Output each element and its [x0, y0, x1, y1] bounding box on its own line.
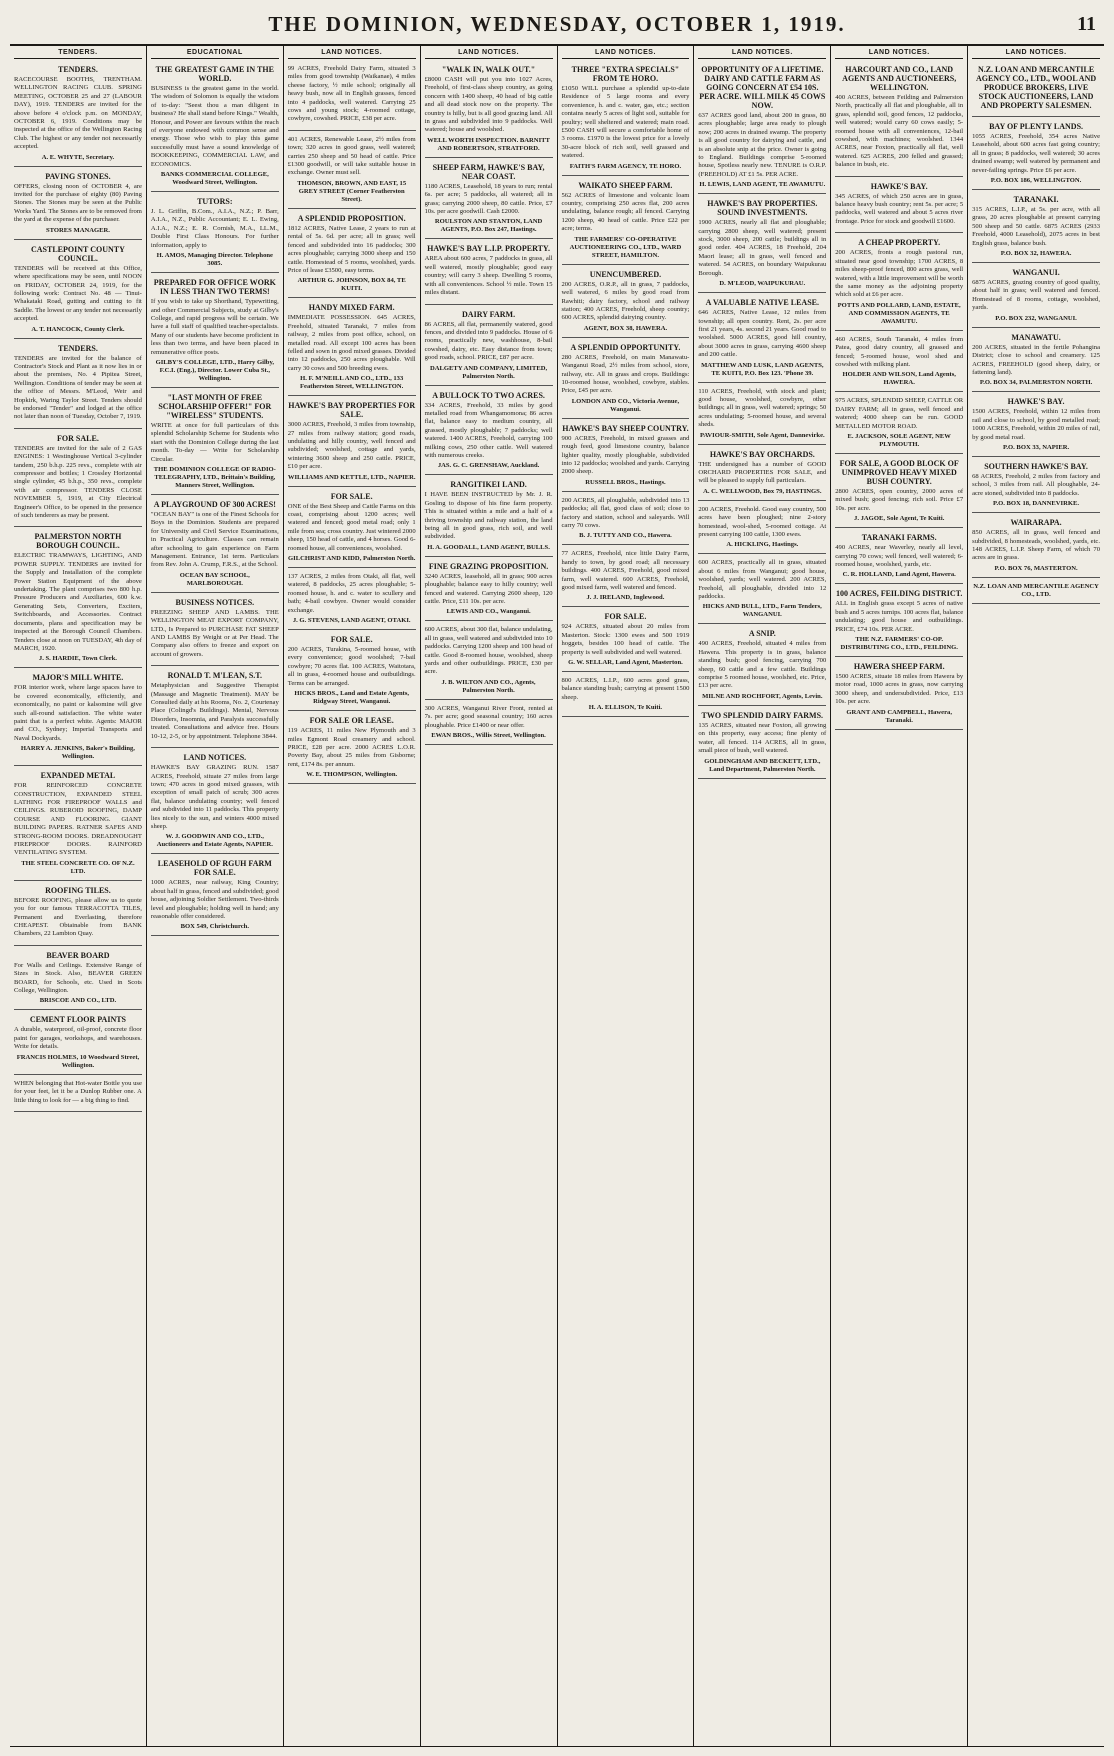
ad-body: 490 ACRES, near Waverley, nearly all level, carrying 70 cows; well fenced, well watered; 6-roomed house, woolshed, yards, etc. — [835, 544, 964, 568]
ad-signature: WELL WORTH INSPECTION. BARNITT AND ROBERTSON, STRATFORD. — [427, 136, 550, 152]
ad-signature: D. M'LEOD, WAIPUKURAU. — [719, 280, 806, 288]
ad-title: "LAST MONTH OF FREE SCHOLARSHIP OFFER!" FOR "WIRELESS" STUDENTS. — [158, 392, 272, 420]
ad-body: 900 ACRES, Freehold, in mixed grasses and rough feed, good limestone country, balance lighter quality, mostly ploughable, subdivided into 12 paddocks; woolshed and yards. Carrying 2000 sheep. — [561, 434, 690, 476]
ad-signature: P.O. BOX 232, WANGANUI. — [995, 314, 1077, 322]
ad-body: WHEN belonging that Hot-water Bottle you use for your feet, let it be a Dunlop Rubber one. A little thing to look for — a big thing to find. — [14, 1079, 142, 1104]
ad-signature: H. A. GOODALL, LAND AGENT, BULLS. — [427, 543, 550, 551]
advertisement — [425, 160, 553, 240]
advertisement — [698, 385, 826, 445]
ad-title: HAWKE'S BAY PROPERTIES. SOUND INVESTMENTS. — [707, 199, 818, 218]
ad-signature: H. A. ELLISON, Te Kuiti. — [588, 704, 663, 712]
ad-signature: W. E. THOMPSON, Wellington. — [306, 771, 398, 779]
advertisement — [151, 668, 279, 748]
ad-signature: P.O. BOX 186, WELLINGTON. — [990, 177, 1082, 185]
advertisement — [562, 340, 690, 419]
column-5 — [558, 46, 695, 1746]
ad-signature: G. W. SELLAR, Land Agent, Masterton. — [568, 659, 683, 667]
ad-body: 200 ACRES, Freehold. Good easy country, 500 acres have been ploughed; nine 2-story homestead, wool-shed, 5-roomed cottage. At present carrying 100 cattle, 1300 ewes. — [698, 505, 827, 538]
ad-signature: GOLDINGHAM AND BECKETT, LTD., Land Department, Palmerston North. — [704, 757, 821, 773]
ad-signature: A. HICKLING, Hastings. — [726, 541, 799, 549]
ad-title: WANGANUI. — [1012, 268, 1060, 278]
ad-body: 1500 ACRES, Freehold, within 12 miles from rail and close to school, by good metalled road; 1000 ACRES, Freehold, within 20 miles of rail, by good metal road. — [972, 408, 1100, 441]
advertisement — [562, 609, 690, 672]
ad-title: FOR SALE OR LEASE. — [309, 716, 394, 726]
advertisement — [698, 556, 826, 624]
ad-signature: H. LEWIS, LAND AGENT, TE AWAMUTU. — [699, 181, 826, 189]
ad-body: 77 ACRES, Freehold, nice little Dairy Farm, handy to town, by good road; all necessary buildings. 400 ACRES, Freehold, good mixed farm, well watered. 600 ACRES, Freehold, good mixed farm, well watered and fenced. — [561, 550, 690, 592]
advertisement — [562, 674, 690, 717]
ad-title: HAWKE'S BAY PROPERTIES FOR SALE. — [288, 401, 416, 420]
ad-body: "OCEAN BAY" is one of the Finest Schools for Boys in the Dominion. Students are prepared for University and Civil Service Examinations, in Practical Agriculture. Classes can remain after schooling to gain experience on Farm Management. Entrance, 1st term. Particulars from Rev. John A. Crump, F.R.S., at the School. — [150, 510, 279, 569]
advertisement — [288, 713, 416, 784]
ad-body: £8000 CASH will put you into 1027 Acres, Freehold, of first-class sheep country, as going concern with 1400 sheep, 40 head of big cattle and all dead stock now on the property. The country is hilly, but is all good grazing land. All in grass and subdivided into 9 paddocks. Well watered; house and woolshed. — [424, 76, 553, 134]
ad-signature: A. E. WHYTE, Secretary. — [41, 153, 115, 161]
ad-body: TENDERS are invited for the balance of Contractor's Stock and Plant as it now lies in or about the premises, No. 4 Pipitea Street, Wellington. Conditions of tender may be seen at the office of Messrs. M'Leod, Weir and Hopkirk, Waring Taylor Street. Tenders should be endorsed "Tender" and lodged at the office not later than noon of Tuesday, October 7, 1919. — [14, 354, 142, 421]
advertisement — [698, 503, 826, 555]
ad-body: OFFERS, closing noon of OCTOBER 4, are invited for the purchase of eighty (80) Paving Stones. The Stones may be seen at the Public Works Yard. The Stones are to be removed from the yard at the expense of the purchaser. — [14, 182, 142, 224]
column-3 — [284, 46, 421, 1746]
ad-body: BUSINESS is the greatest game in the world. The wisdom of Solomon is equally the wisdom of to-day: "Seest thou a man diligent in business? He shall stand before Kings." Wealth, Honour, and Power are favours within the reach of everyone endowed with common sense and energy. Those who wish to play this game successfully must have a sound knowledge of BOOKKEEPING, COMMERCIAL LAW, and ECONOMICS. — [150, 85, 279, 168]
advertisement — [14, 670, 142, 766]
ad-title: CASTLEPOINT COUNTY COUNCIL. — [31, 244, 125, 263]
ad-signature: HARRY A. JENKINS, Baker's Building, Wellington. — [20, 745, 135, 761]
ad-body: IMMEDIATE POSSESSION. 645 ACRES, Freehold, situated Taranaki, 7 miles from railway, 2 miles from post office, school, on metalled road. All except 100 acres has been felled and sown in good mixed grasses. Divided into 12 paddocks, 250 acres ploughable. Will carry 30 cows and 500 breeding ewes. — [287, 314, 416, 372]
ad-signature: P.O. BOX 33, NAPIER. — [1002, 443, 1070, 451]
ad-title: A PLAYGROUND OF 300 ACRES! — [153, 499, 276, 509]
column-4 — [421, 46, 558, 1746]
ad-title: TARANAKI FARMS. — [861, 533, 937, 543]
ad-title: TWO SPLENDID DAIRY FARMS. — [701, 710, 824, 720]
ad-signature: STORES MANAGER. — [45, 226, 110, 234]
ad-body: 924 ACRES, situated about 20 miles from Masterton. Stock: 1300 ewes and 500 1919 hoggets, besides 100 head of cattle. The property is well subdivided and well watered. — [561, 623, 690, 656]
advertisement — [698, 196, 826, 293]
ad-body: RACECOURSE BOOTHS, TRENTHAM. WELLINGTON RACING CLUB. SPRING MEETING, OCTOBER 25 and 27 (LABOUR DAY), 1919. TENDERS are invited for the above before 4 o'clock p.m. on MONDAY, OCTOBER 6, 1919. Conditions may be inspected at the office of the Wellington Racing Club. The highest or any tender not necessarily accepted. — [14, 76, 142, 151]
ad-body: 200 ACRES, fronts a rough pastoral run, situated near good township; 1700 ACRES, 8 miles sheep-proof fenced, 800 acres grass, well watered, with a little improvement will be worth the same money as the adjoining property which sold at £6 per acre. — [835, 249, 964, 299]
ad-body: TENDERS will be received at this Office, where specifications may be seen, until NOON on FRIDAY, OCTOBER 24, 1919, for the following work: Contract No. 48 — Tinui-Whakataki Road, gutting and cutting to fit Saddle. The lowest or any tender not necessarily accepted. — [14, 264, 142, 323]
advertisement — [288, 211, 416, 298]
ad-title: PREPARED FOR OFFICE WORK IN LESS THAN TWO TERMS! — [153, 278, 276, 297]
ad-title: LAND NOTICES. — [183, 753, 247, 763]
advertisement — [288, 398, 416, 486]
ad-title: "WALK IN, WALK OUT." — [441, 65, 536, 74]
ad-signature: OCEAN BAY SCHOOL, MARLBOROUGH. — [179, 571, 250, 587]
ad-title: SOUTHERN HAWKE'S BAY. — [984, 461, 1088, 471]
advertisement — [14, 242, 142, 339]
ad-title: WAIRARAPA. — [1010, 518, 1062, 528]
ad-title: HANDY MIXED FARM. — [308, 303, 395, 313]
ad-body: 200 ACRES, Turakina, 5-roomed house, with every convenience; good woolshed; 7-bail cowbyre; 70 acres flat. 100 ACRES, Waitotara, all in grass, 4-roomed house and outbuildings. Terms can be arranged. — [287, 646, 416, 687]
advertisement — [835, 586, 963, 657]
advertisement — [972, 515, 1100, 578]
ad-signature: A. C. WELLWOOD, Box 79, HASTINGS. — [703, 487, 822, 495]
ad-body: 1000 ACRES, near railway, King Country; about half in grass, fenced and subdivided; good house, adjoining Soldier Settlement. Two-thirds level and ploughable; holding well in hand; any reasonable offer considered. — [150, 879, 279, 920]
ad-signature: PAVIOUR-SMITH, Sole Agent, Dannevirke. — [699, 431, 825, 439]
ad-title: RANGITIKEI LAND. — [450, 480, 527, 490]
ad-signature: THE N.Z. FARMERS' CO-OP. DISTRIBUTING CO., LTD., FEILDING. — [840, 636, 958, 652]
advertisement — [425, 307, 553, 386]
ad-title: MAJOR'S MILL WHITE. — [32, 673, 124, 683]
ad-body: 200 ACRES, all ploughable, subdivided into 13 paddocks; all flat, good class of soil; close to factory and station, school and saleyards. Will carry 70 cows. — [561, 496, 690, 529]
ad-body: 137 ACRES, 2 miles from Otaki, all flat, well watered, 8 paddocks, 25 acres ploughable; 5-roomed house, h. and c. water to scullery and bath; 4-bail cowbyre. Owner would consider exchange. — [287, 573, 416, 614]
advertisement — [14, 431, 142, 528]
ad-body: 1055 ACRES, Freehold, 354 acres Native Leasehold, about 600 acres fast going country; all in grass; 8 paddocks, well watered; 30 acres drained swamp; well watered by permanent and never-failing springs. Price £6 per acre. — [972, 133, 1100, 174]
ad-signature: DALGETY AND COMPANY, LIMITED, Palmerston North. — [429, 364, 548, 380]
ad-title: EXPANDED METAL — [40, 771, 116, 781]
ad-title: HAWERA SHEEP FARM. — [853, 662, 945, 672]
ad-body: 1812 ACRES, Native Lease, 2 years to run at rental of 5s. 6d. per acre; all in grass; well fenced and subdivided into 16 paddocks; 300 acres ploughable; carrying 3000 sheep and 150 cattle. Homestead of 5 rooms, woolshed, yards. Price of lease £3500, easy terms. — [287, 224, 416, 274]
ad-title: FOR SALE. — [604, 612, 647, 622]
ad-signature: FAITH'S FARM AGENCY, TE HORO. — [569, 162, 682, 170]
ad-signature: J. JAGOE, Sole Agent, Te Kuiti. — [854, 515, 945, 523]
advertisement — [562, 267, 690, 338]
column-8 — [968, 46, 1104, 1746]
advertisement — [14, 62, 142, 167]
ad-body: THE undersigned has a number of GOOD ORCHARD PROPERTIES FOR SALE, and will be pleased to supply full particulars. — [698, 460, 827, 485]
advertisement — [562, 421, 690, 492]
advertisement — [288, 62, 416, 131]
ad-title: FOR SALE, A GOOD BLOCK OF UNIMPROVED HEAVY MIXED BUSH COUNTRY. — [839, 458, 959, 486]
advertisement — [835, 456, 963, 528]
ad-signature: H. AMOS, Managing Director. Telephone 3085. — [156, 252, 273, 268]
ad-body: 200 ACRES, O.R.P., all in grass, 7 paddocks, well watered, 6 miles by good road from Rawhiti; dairy factory, school and railway station; 400 ACRES, Freehold, sheep country; 600 ACRES, splendid dairying country. — [561, 280, 690, 322]
ad-signature: ROULSTON AND STANTON, LAND AGENTS, P.O. Box 247, Hastings. — [434, 218, 543, 234]
advertisement — [562, 178, 690, 265]
advertisement — [972, 62, 1100, 117]
ad-signature: P.O. BOX 32, HAWERA. — [1000, 250, 1072, 258]
advertisement — [14, 529, 142, 668]
ad-body: 3000 ACRES, Freehold, 3 miles from township, 27 miles from railway station; good roads, undulating and hilly country, well fenced and subdivided; woolshed, cottage and yards, wintering 3600 sheep and 250 cattle. PRICE, £10 per acre. — [287, 421, 416, 471]
masthead — [10, 4, 1104, 46]
advertisement — [972, 192, 1100, 263]
ad-title: WAIKATO SHEEP FARM. — [578, 180, 673, 190]
ad-title: CEMENT FLOOR PAINTS — [29, 1015, 127, 1025]
ad-body: 1180 ACRES, Leasehold, 18 years to run; rental 6s. per acre; 5 paddocks, all watered; all in grass; carrying 2000 sheep, 80 cattle. Price, £7 10s. per acre goodwill. Cash £2000. — [424, 182, 553, 216]
ad-body: 400 ACRES, between Feilding and Palmerston North, practically all flat and ploughable, all in grass, splendid soil, good fences, 12 paddocks, well watered; would carry 60 cows easily; 5-roomed house with all conveniences, 12-bail cowshed, with machines; woolshed. 1344 ACRES, near Foxton, practically all flat, well watered. 625 ACRES, 200 felled and grassed; balance in bush, etc. — [835, 94, 964, 169]
ad-title: FINE GRAZING PROPOSITION. — [428, 561, 549, 571]
ad-body: 2800 ACRES, open country, 2000 acres of mixed bush; good fencing; rich soil. Price £7 10s. per acre. — [835, 487, 964, 512]
ad-body: AREA about 600 acres, 7 paddocks in grass, all well watered, mostly ploughable; good easy country; will carry 3 sheep. Dwelling 5 rooms, with all conveniences. School ½ mile. Town 15 miles distant. — [424, 255, 553, 297]
ad-body: 800 ACRES, L.I.P., 600 acres good grass, balance standing bush; carrying at present 1500 sheep. — [561, 677, 690, 701]
advertisement — [835, 394, 963, 454]
ad-body: FREEZING SHEEP AND LAMBS. THE WELLINGTON MEAT EXPORT COMPANY, LTD., Is Prepared to PURCHASE FAT SHEEP AND LAMBS By Weight or at Per Head. The Company also offers to freeze and export on account of growers. — [150, 608, 279, 658]
advertisement — [835, 333, 963, 393]
ad-body: 345 ACRES, of which 250 acres are in grass, balance heavy bush country; rent 5s. per acre; 5 paddocks, well watered and about 5 acres river frontage. Price for stock and goodwill £1600. — [835, 192, 964, 225]
ad-signature: N.Z. LOAN AND MERCANTILE AGENCY CO., LTD. — [973, 582, 1099, 598]
ad-body: For Walls and Ceilings. Extensive Range of Sizes in Stock. Also, BEAVER GREEN BOARD, for Schools, etc. Used in Scots College, Wellington. — [14, 961, 142, 995]
ad-title: THE GREATEST GAME IN THE WORLD. — [155, 65, 274, 83]
advertisement — [151, 497, 279, 593]
ad-title: MANAWATU. — [1011, 332, 1061, 342]
ad-signature: J. B. WILTON AND CO., Agents, Palmerston North. — [441, 678, 536, 694]
ad-signature: J. S. HARDIE, Town Clerk. — [38, 655, 117, 663]
ad-body: 315 ACRES, L.I.P., at 5s. per acre, with all grass, 20 acres ploughable at present carrying 500 sheep and 50 cattle. 6875 ACRES (2933 Freehold, 4000 Leasehold), 2075 acres in best English grass, balance bush. — [972, 206, 1100, 247]
ad-signature: FRANCIS HOLMES, 10 Woodward Street, Wellington. — [16, 1053, 140, 1069]
ad-title: A SPLENDID PROPOSITION. — [297, 213, 406, 223]
advertisement — [835, 659, 963, 730]
ad-signature: THE STEEL CONCRETE CO. OF N.Z. LTD. — [21, 859, 135, 875]
ad-signature: LEWIS AND CO., Wanganui. — [446, 608, 531, 616]
advertisement — [425, 388, 553, 476]
column-heading: LAND NOTICES. — [288, 46, 416, 59]
ad-title: 100 ACRES, FEILDING DISTRICT. — [836, 589, 963, 599]
ad-signature: E. JACKSON, SOLE AGENT, NEW PLYMOUTH. — [847, 432, 951, 448]
ad-signature: MATTHEW AND LUSK, LAND AGENTS, TE KUITI, P.O. Box 123. 'Phone 39. — [701, 361, 824, 377]
advertisement — [835, 235, 963, 330]
advertisement — [151, 856, 279, 936]
column-heading: LAND NOTICES. — [835, 46, 963, 59]
advertisement — [698, 295, 826, 382]
ad-title: FOR SALE. — [330, 491, 373, 501]
advertisement — [14, 883, 142, 946]
column-6 — [694, 46, 831, 1746]
ad-signature: THOMSON, BROWN, AND EAST, 15 GREY STREET (Corner Featherston Street). — [297, 179, 407, 203]
advertisement — [562, 62, 690, 176]
advertisement — [151, 275, 279, 388]
ad-body: 460 ACRES, South Taranaki, 4 miles from Patea, good dairy country, all grassed and fenced; 5-roomed house, wool shed and cowshed with milking plant. — [835, 335, 964, 368]
ad-title: OPPORTUNITY OF A LIFETIME. DAIRY AND CATTLE FARM AS GOING CONCERN AT £54 10S. PER ACRE. WILL MILK 45 COWS NOW. — [699, 65, 826, 110]
ad-title: RONALD T. M'LEAN, S.T. — [167, 671, 263, 681]
ad-signature: A. T. HANCOCK, County Clerk. — [31, 325, 125, 333]
ad-title: FOR SALE. — [57, 433, 99, 443]
ad-signature: JAS. G. C. GRENSHAW, Auckland. — [437, 462, 540, 470]
ad-signature: J. J. IRELAND, Inglewood. — [586, 594, 665, 602]
ad-title: BEAVER BOARD — [46, 950, 110, 960]
ad-body: ELECTRIC TRAMWAYS, LIGHTING, AND POWER SUPPLY. TENDERS are invited for the Supply and Installation of the complete Power Station Equipment of the above undertaking. The plant comprises two 800 h.p. Pressure Producers and Auxiliaries, 600 k.w. Generating Sets, Converters, Exciters, Switchboards, and Accessories. Contract documents, plans and specification may be inspected at the Borough Council Chambers. Tenders close at noon on TUESDAY, 4th day of MARCH, 1920. — [14, 552, 142, 652]
ad-signature: W. J. GOODWIN AND CO., LTD., Auctioneers and Estate Agents, NAPIER. — [156, 833, 273, 849]
column-heading: EDUCATIONAL — [151, 46, 279, 59]
ad-body: £1050 WILL purchase a splendid up-to-date Residence of 5 large rooms and every convenience, h. and c. water, gas, etc.; section contains nearly 5 acres of light soil, suitable for poultry; well sheltered and watered; main road. £500 CASH will secure a comfortable home of 3 rooms. £1970 is the lowest price for a lovely 30-acre block of rich soil, well grassed and watered. — [561, 85, 690, 160]
ad-signature: LONDON AND CO., Victoria Avenue, Wanganui. — [571, 397, 680, 413]
ad-signature: WILLIAMS AND KETTLE, LTD., NAPIER. — [287, 473, 416, 481]
ad-body: 110 ACRES, Freehold, with stock and plant; good house, woolshed, cowbyre, other buildings; all in grass, well watered; springs; 50 acres undulating; 5-roomed house, and several sheds. — [698, 387, 827, 429]
advertisement — [562, 494, 690, 546]
advertisement — [288, 632, 416, 711]
ad-body: 850 ACRES, all in grass, well fenced and subdivided, 8 homesteads, woolshed, yards, etc. 148 ACRES, L.I.P. Sheep Farm, of which 70 acres are in grass. — [972, 529, 1100, 562]
ad-body: 200 ACRES, situated in the fertile Pohangina District; close to school and creamery. 125 ACRES, FREEHOLD (good sheep, dairy, or fattening land). — [972, 343, 1100, 376]
advertisement — [151, 62, 279, 192]
ad-body: 135 ACRES, situated near Foxton, all growing on this property, easy access; fine plenty of water, all fenced. 114 ACRES, all in grass, small piece of bush, well watered. — [698, 721, 827, 755]
ad-title: TARANAKI. — [1013, 195, 1059, 205]
ad-body: 490 ACRES, Freehold, situated 4 miles from Hawera. This property is in grass, balance standing bush; good fencing, carrying 700 sheep, 60 cattle and a few cattle. Buildings comprise 5 roomed house, woolshed, etc. Price, £13 per acre. — [698, 640, 827, 690]
advertisement — [972, 580, 1100, 604]
ad-body: FOR interior work, where large spaces have to be covered economically, efficiently, and economically, no paint or kalsomine will give such all-round satisfaction. The white water paint that is a perfect white. Agents: MAJOR and CO., Sydney; Imperial Transports and Naval Dockyards. — [14, 684, 142, 742]
ad-body: TENDERS are invited for the sale of 2 GAS ENGINES: 1 Westinghouse Vertical 3-cylinder tandem, 250 b.h.p. 225 revs., complete with air compressor and bottles; 1 Crossley Horizontal single cylinder, 45 b.h.p., 350 revs., complete with air compressor. TENDERS CLOSE NOVEMBER 5, 1919, at City Electrical Engineer's Office, to be opened in the presence of such tenderers as may be present. — [14, 444, 142, 520]
ad-signature: HOLDER AND WILSON, Land Agents, HAWERA. — [842, 371, 956, 387]
ad-title: N.Z. LOAN AND MERCANTILE AGENCY CO., LTD., WOOL AND PRODUCE BROKERS, LIVE STOCK AUCTIONEERS, LAND AND PROPERTY SALESMEN. — [975, 65, 1097, 110]
ad-signature: C. R. HOLLAND, Land Agent, Hawera. — [842, 571, 956, 579]
column-2 — [147, 46, 284, 1746]
ad-title: BUSINESS NOTICES. — [175, 597, 255, 607]
ad-title: TENDERS. — [58, 65, 98, 74]
ad-signature: B. J. TUTTY AND CO., Hawera. — [579, 532, 672, 540]
ad-title: UNENCUMBERED. — [589, 269, 662, 279]
advertisement — [288, 133, 416, 209]
column-7 — [831, 46, 968, 1746]
ad-body: 334 ACRES, Freehold, 33 miles by good metalled road from Whangamomona; 86 acres flat, balance easy to medium country, all grassed, mostly ploughable; 7 paddocks; well watered. 1400 ACRES, Freehold, carrying 100 milking cows, 250 other cattle. Well watered with numerous creeks. — [424, 401, 553, 459]
advertisement — [425, 559, 553, 622]
ad-body: 300 ACRES, Wanganui River Front, rented at 7s. per acre; good seasonal country; 160 acres ploughable. Price £1400 or near offer. — [424, 704, 553, 729]
ad-title: HAWKE'S BAY ORCHARDS. — [709, 449, 815, 459]
ad-title: PAVING STONES. — [45, 171, 111, 181]
ad-signature: RUSSELL BROS., Hastings. — [585, 478, 666, 486]
ad-body: 1500 ACRES, situate 18 miles from Hawera by motor road, 1000 acres in grass, now carrying 3000 sheep, and undersubdivided. Price, £13 10s. per acre. — [835, 673, 964, 706]
advertisement — [425, 477, 553, 556]
advertisement — [151, 390, 279, 495]
ad-title: A BULLOCK TO TWO ACRES. — [432, 390, 545, 400]
ad-signature: AGENT, BOX 38, HAWERA. — [583, 324, 668, 332]
column-heading: LAND NOTICES. — [425, 46, 553, 59]
ad-signature: THE FARMERS' CO-OPERATIVE AUCTIONEERING CO., LTD., WARD STREET, HAMILTON. — [569, 235, 682, 259]
advertisement — [698, 708, 826, 779]
ad-body: 600 ACRES, about 300 flat, balance undulating, all in grass, well watered and subdivided into 10 paddocks. Carrying 1200 sheep and 100 head of cattle. Good 8-roomed house, woolshed, sheep yards and other outbuildings. PRICE, £30 per acre. — [424, 626, 553, 676]
ad-signature: GILBY'S COLLEGE, LTD., Harry Gilby, F.C.I. (Eng.), Director. Lower Cuba St., Wellington. — [155, 358, 275, 382]
ad-title: FOR SALE. — [330, 635, 373, 645]
masthead-title: THE DOMINION, WEDNESDAY, OCTOBER 1, 1919. — [268, 11, 846, 36]
ad-title: LEASEHOLD OF RGUH FARM FOR SALE. — [157, 859, 272, 878]
ad-title: SHEEP FARM, HAWKE'S BAY, NEAR COAST. — [432, 162, 545, 181]
ad-body: J. L. Griffin, B.Com., A.I.A., N.Z.; P. Barr, A.I.A., N.Z., Public Accountant; E. L. Ewing, A.I.A., N.Z.; E. R. Cornish, M.A., LL.M., Double First Class Honours. For further information, apply to — [150, 208, 279, 249]
advertisement — [14, 341, 142, 429]
ad-title: HAWKE'S BAY. — [870, 181, 928, 191]
ad-body: 975 ACRES, SPLENDID SHEEP, CATTLE OR DAIRY FARM; all in grass, well fenced and watered; 4000 sheep can be run. GOOD METALLED MOTOR ROAD. — [835, 397, 964, 430]
ad-signature: P.O. BOX 76, MASTERTON. — [994, 564, 1078, 572]
ad-title: HARCOURT AND CO., LAND AGENTS AND AUCTIONEERS, WELLINGTON. — [842, 65, 957, 92]
ad-title: TUTORS: — [197, 197, 233, 207]
ad-body: 1900 ACRES, nearly all flat and ploughable; carrying 2800 sheep, well watered; present stock, 3000 sheep, 200 cattle; buildings all in good order. 404 ACRES, 18 Freehold, 204 Maori lease; all in grass, well fenced and watered. 54 ACRES, on boundary Waipukurau Borough. — [698, 219, 827, 277]
advertisement — [972, 459, 1100, 513]
ad-body: 68 ACRES, Freehold, 2 miles from factory and school, 3 miles from rail. All ploughable, 24-acre stoned, subdivided into 8 paddocks. — [972, 472, 1100, 497]
advertisement — [698, 626, 826, 705]
ad-title: HAWKE'S BAY. — [1007, 397, 1065, 407]
advertisement — [425, 702, 553, 745]
ad-title: ROOFING TILES. — [45, 885, 111, 895]
ad-title: PALMERSTON NORTH BOROUGH COUNCIL. — [34, 532, 122, 551]
ad-signature: GILCHRIST AND KIDD, Palmerston North. — [288, 555, 416, 563]
advertisement — [14, 1012, 142, 1074]
advertisement — [151, 750, 279, 854]
column-heading: LAND NOTICES. — [972, 46, 1100, 59]
ad-title: DAIRY FARM. — [462, 309, 516, 319]
advertisement — [835, 179, 963, 234]
ad-body: 401 ACRES, Renewable Lease, 2½ miles from town; 320 acres in good grass, well watered; carries 250 sheep and 50 head of cattle. Price £1300 goodwill, or will take suitable house in exchange. Owner must sell. — [287, 135, 416, 177]
advertisement — [151, 595, 279, 666]
ad-signature: HICKS AND BULL, LTD., Farm Tenders, WANGANUI. — [702, 603, 822, 619]
ad-signature: EWAN BROS., Willis Street, Wellington. — [431, 732, 546, 740]
advertisement — [972, 394, 1100, 457]
ad-title: A VALUABLE NATIVE LEASE. — [705, 298, 819, 308]
ad-body: 646 ACRES, Native Lease, 12 miles from township; all open country. Rent, 2s. per acre first 21 years, 4s. second 21 years. Good road to woolshed. 5000 ACRES, good hill country, about 3000 acres in grass, carrying 4600 sheep and 200 cattle. — [698, 309, 827, 359]
advertisement — [972, 119, 1100, 190]
ad-title: A CHEAP PROPERTY. — [858, 238, 941, 248]
advertisement — [425, 62, 553, 158]
ad-body: 637 ACRES good land, about 200 in grass, 80 acres ploughable; large area ready to plough now; 200 acres in drained swamp. The property is all good country for dairying and cattle, and is an absolute snip at the price. Owner is going to England. Buildings comprise 5-roomed house, Spotless nearly new. TENURE is O.R.P. (FREEHOLD) AT £1 5s. PER ACRE. — [698, 112, 827, 178]
ad-body: BEFORE ROOFING, please allow us to quote you for our famous TERRACOTTA TILES, Permanent and Everlasting, therefore CHEAPEST. Obtainable from BANK Chambers, 22 Lambton Quay. — [14, 896, 142, 938]
ad-body: Metaphysician and Suggestive Therapist (Massage and Magnetic Treatment). MAY be Consulted daily at his Rooms, No. 2, Courtenay Place (Colingd's Buildings). Mental, Nervous Disorders, Insomnia, and Paralysis successfully treated. Consultations and advice free. Hours 10-12, 2-5, or by appointment. Telephone 3844. — [150, 682, 279, 740]
ad-body: 562 ACRES of limestone and volcanic loam country, comprising 250 acres flat, 200 acres undulating, balance rough; all fenced. Carrying 1200 sheep, 40 head of cattle. Price £22 per acre; terms. — [561, 191, 690, 233]
ad-body: FOR REINFORCED CONCRETE CONSTRUCTION, EXPANDED STEEL LATHING FOR FIREPROOF WALLS and CEILINGS. RUBEROID ROOFING, DAMP COURSE AND FLOORING. GIANT BUILDING PAPERS. RATNER SAFES AND STRONG-ROOM DOORS. DREADNOUGHT FIREPROOF DOORS. RAINFORD VENTILATING SYSTEM. — [14, 782, 142, 857]
column-heading: LAND NOTICES. — [562, 46, 690, 59]
ad-signature: HICKS BROS., Land and Estate Agents, Ridgway Street, Wanganui. — [294, 690, 410, 706]
column-1 — [10, 46, 147, 1746]
ad-title: THREE "EXTRA SPECIALS" FROM TE HORO. — [571, 65, 680, 83]
ad-signature: BRISCOE AND CO., LTD. — [39, 997, 117, 1005]
column-heading: TENDERS. — [14, 46, 142, 59]
ad-body: 86 ACRES, all flat, permanently watered, good fences, and divided into 9 paddocks. House of 6 rooms, practically new, washhouse, 8-bail cowshed, dairy, etc. Easy distance from town; good roads, school. PRICE, £87 per acre. — [424, 320, 553, 362]
ad-title: BAY OF PLENTY LANDS. — [989, 122, 1084, 131]
advertisement — [562, 547, 690, 607]
ad-body: 600 ACRES, practically all in grass, situated about 6 miles from Wanganui; good house, woolshed, yards; well watered. 200 ACRES, Freehold, all ploughable, divided into 12 paddocks. — [698, 559, 827, 601]
ad-title: A SPLENDID OPPORTUNITY. — [570, 342, 681, 352]
ad-body: 99 ACRES, Freehold Dairy Farm, situated 3 miles from good township (Waikanae), 4 miles cheese factory, ½ mile school; originally all heavy bush, now all in English grasses, fenced into 4 paddocks, well watered. Carrying 25 cows and young stock; 4-roomed cottage, cowbyre, cowshed. PRICE, £38 per acre. — [287, 65, 416, 123]
advertisement — [288, 570, 416, 630]
ad-body: ONE of the Best Sheep and Cattle Farms on this coast, comprising about 1200 acres; well watered and fenced; good metal road; only 1 mile from sea; cross country. Just wintered 2000 sheep, 150 head of cattle, and 4 horses. Good 6-roomed house, all conveniences, woolshed. — [287, 502, 416, 552]
advertisement — [14, 169, 142, 240]
advertisement — [14, 948, 142, 1011]
advertisement — [14, 1077, 142, 1112]
advertisement — [14, 768, 142, 881]
advertisement — [698, 62, 826, 194]
ad-signature: BANKS COMMERCIAL COLLEGE, Woodward Street, Wellington. — [160, 171, 269, 187]
ad-signature: P.O. BOX 34, PALMERSTON NORTH. — [979, 379, 1093, 387]
advertisement — [425, 623, 553, 699]
ad-body: I HAVE BEEN INSTRUCTED by Mr. J. R. Gosling to dispose of his fine farm property. This is situated within a mile and a half of a thriving township and railway station, the land being all in good grass, rich soil, and well subdivided. — [424, 491, 553, 541]
advertisement — [288, 300, 416, 396]
ad-signature: P.O. BOX 18, DANNEVIRKE. — [993, 500, 1080, 508]
column-container — [10, 46, 1104, 1747]
ad-body: 6875 ACRES, grazing country of good quality, about half in grass; well watered and fenced. Homestead of 8 rooms, cottage, woolshed, yards. — [972, 279, 1100, 312]
ad-signature: H. F. M'NEILL AND CO., LTD., 133 Featherston Street, WELLINGTON. — [300, 375, 404, 391]
advertisement — [972, 265, 1100, 328]
page-number: 11 — [1077, 13, 1096, 35]
ad-title: HAWKE'S BAY L.I.P. PROPERTY. — [427, 244, 550, 254]
ad-body: HAWKE'S BAY GRAZING RUN. 1587 ACRES, Freehold, situate 27 miles from large town; 470 acres in good mixed grasses, with exception of small patch of scrub; 300 acres flat, balance undulating country; well fenced and subdivided into 11 paddocks. This property lies nicely to the sun, and winters 4000 mixed sheep. — [150, 764, 279, 830]
ad-signature: MILNE AND ROCHFORT, Agents, Levin. — [702, 692, 823, 700]
advertisement — [835, 530, 963, 584]
ad-body: 119 ACRES, 11 miles New Plymouth and 3 miles Egmont Road creamery and school. PRICE, £28 per acre. 2000 ACRES L.O.R. Poverty Bay, about 25 miles from Gisborne; rent, £174 8s. per annum. — [287, 727, 416, 768]
ad-body: 280 ACRES, Freehold, on main Manawatu-Wanganui Road, 2½ miles from school, store, railway, etc. All in grass and crops. Buildings: 10-roomed house, woolshed, cowbyre, stables. Price, £45 per acre. — [561, 353, 690, 395]
ad-signature: THE DOMINION COLLEGE OF RADIO-TELEGRAPHY, LTD., Brittain's Building, Manners Street, Wellington. — [153, 465, 276, 489]
advertisement — [288, 489, 416, 568]
ad-signature: BOX 549, Christchurch. — [180, 923, 249, 931]
ad-body: 3240 ACRES, leasehold, all in grass; 900 acres ploughable; balance easy to hilly country; well fenced and watered. Carrying 2600 sheep, 120 cattle. Price, £11 10s. per acre. — [424, 572, 553, 606]
ad-body: ALL in English grass except 5 acres of native bush and 5 acres turnips. 100 acres flat, balance undulating; good house and outbuildings. PRICE, £74 10s. PER ACRE. — [835, 600, 964, 633]
advertisement — [972, 330, 1100, 393]
column-heading: LAND NOTICES. — [698, 46, 826, 59]
ad-body: A durable, waterproof, oil-proof, concrete floor paint for garages, workshops, and warehouses. Write for details. — [14, 1026, 142, 1051]
ad-title: TENDERS. — [58, 343, 98, 353]
ad-signature: J. G. STEVENS, LAND AGENT, OTAKI. — [292, 617, 411, 625]
ad-title: A SNIP. — [748, 629, 776, 639]
ad-signature: POTTS AND POLLARD, LAND, ESTATE, AND COMMISSION AGENTS, TE AWAMUTU. — [837, 301, 961, 325]
advertisement — [151, 194, 279, 273]
advertisement — [698, 447, 826, 501]
ad-signature: ARTHUR G. JOHNSON, BOX 84, TE KUITI. — [297, 277, 406, 293]
ad-signature: GRANT AND CAMPBELL, Hawera, Taranaki. — [846, 708, 952, 724]
advertisement — [835, 62, 963, 177]
ad-body: If you wish to take up Shorthand, Typewriting, and other Commercial Subjects, study at Gilby's College, and rapid progress will be certain. We have a full staff of qualified teacher-specialists. Many of our students have become proficient in less than two terms, and have been placed in remunerative office posts. — [150, 298, 279, 356]
ad-title: HAWKE'S BAY SHEEP COUNTRY. — [562, 423, 689, 433]
ad-body: WRITE at once for full particulars of this splendid Scholarship Scheme for Students who start with the Dominion College during the last month. To-day — Write for Scholarship Circular. — [150, 421, 279, 463]
advertisement — [425, 241, 553, 304]
